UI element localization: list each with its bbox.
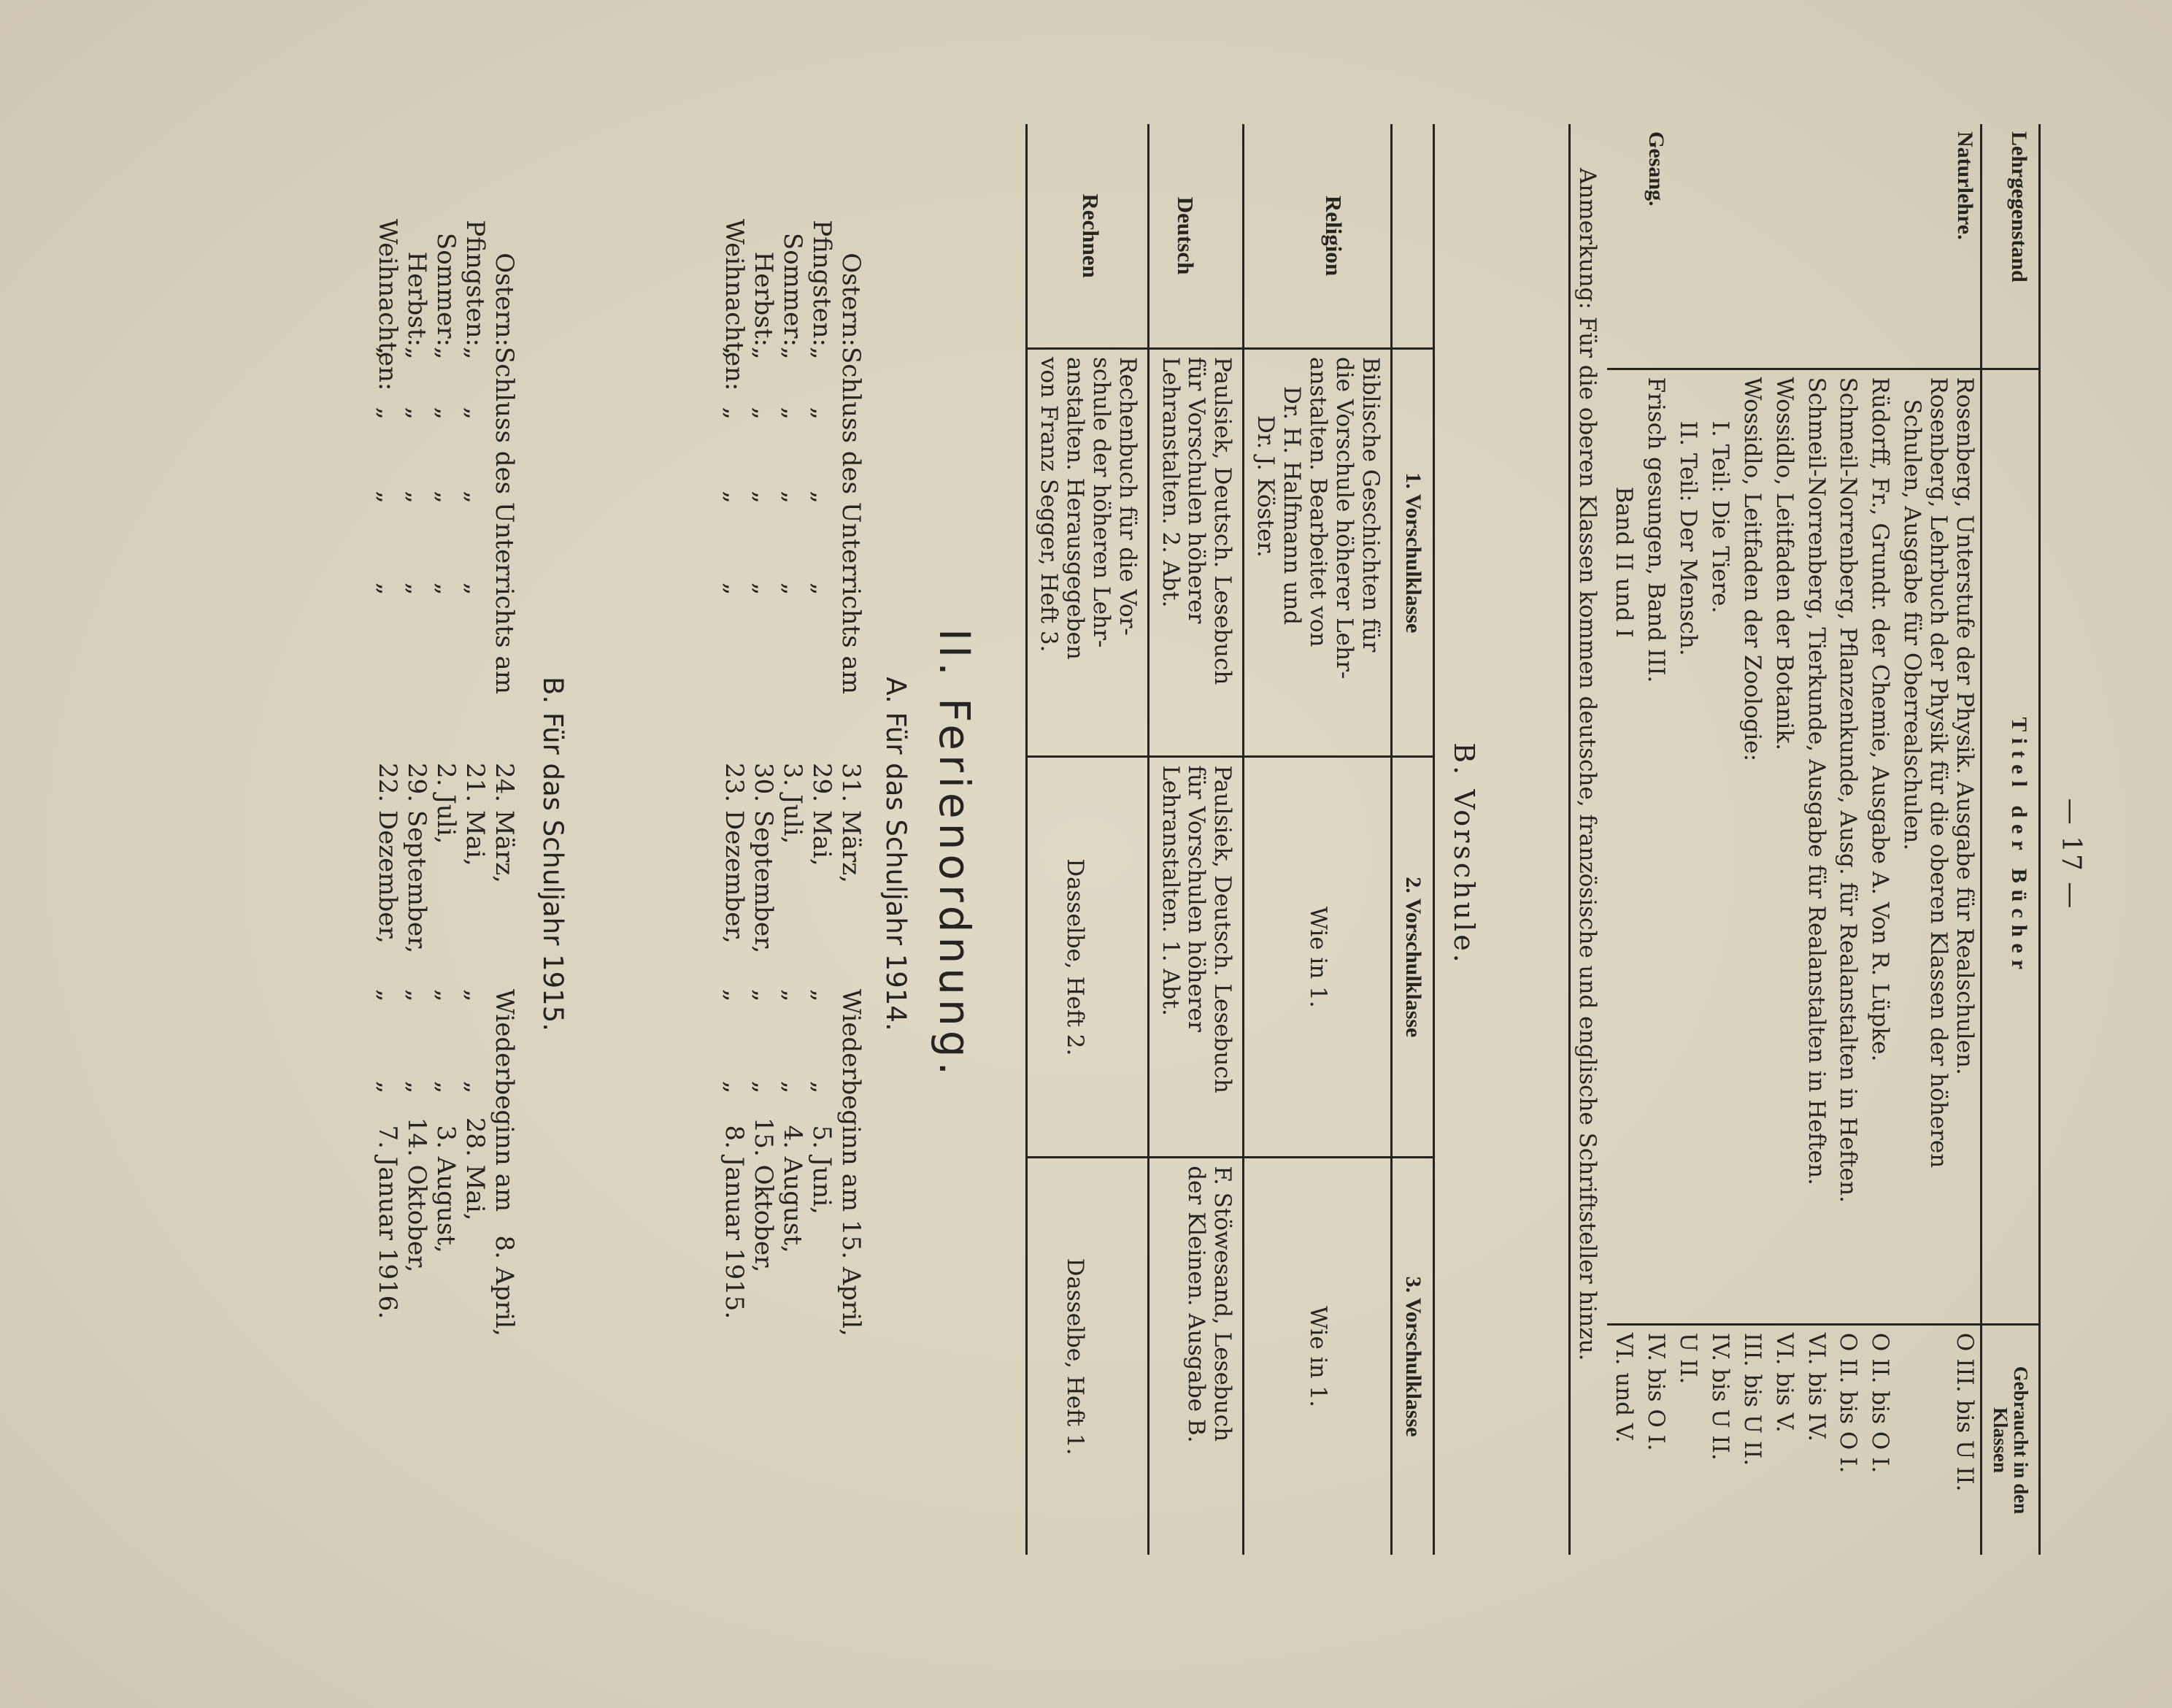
vorschule-cell-line: die Vorschule höherer Lehr- <box>1331 357 1358 680</box>
vorschule-subject: Deutsch <box>1148 124 1244 349</box>
textbook-classes: VI. bis IV. <box>1803 1332 1830 1442</box>
vorschule-cell-line: Dr. J. Köster. <box>1252 415 1279 558</box>
ferien-1915-list <box>372 219 519 1533</box>
textbook-subject <box>1800 124 1832 369</box>
textbook-title <box>1607 369 1639 1324</box>
textbook-title <box>1703 369 1736 1324</box>
ferien-wiederbeginn: „ „ 8. Januar 1915. <box>719 989 749 1320</box>
ferien-end-date: 29. September, <box>401 763 431 954</box>
ferien-schluss: „ „ „ „ <box>748 347 778 596</box>
vorschule-header-subject <box>1392 124 1434 349</box>
textbook-title-line: II. Teil: Der Mensch. <box>1674 420 1701 656</box>
ferien-season: Pfingsten: <box>460 220 490 347</box>
textbook-classes: IV. bis O I. <box>1642 1332 1669 1451</box>
vorschule-cell-line <box>1330 1166 1357 1547</box>
vorschule-title: B. Vorschule. <box>1448 742 1480 966</box>
textbook-classes: O II. bis O I. <box>1867 1332 1894 1474</box>
ferien-end-date: 22. Dezember, <box>372 763 402 944</box>
textbook-title-line: Rosenberg, Unterstufe der Physik. Ausgabe für Realschulen. <box>1952 377 1979 1075</box>
vorschule-cell-line <box>1114 1166 1140 1547</box>
vorschule-cell-line: Biblische Geschichten für <box>1358 357 1385 653</box>
textbook-row <box>1800 124 1832 1555</box>
ferien-row <box>372 219 401 1533</box>
textbook-subject <box>1864 124 1896 369</box>
vorschule-cell-line: Dasselbe, Heft 2. <box>1061 858 1088 1056</box>
textbook-classes: O II. bis O I. <box>1835 1332 1862 1474</box>
vorschule-cell-c3 <box>1244 1158 1392 1555</box>
ferien-end-date: 24. März, <box>490 763 519 883</box>
vorschule-cell-line <box>1087 765 1114 1149</box>
vorschule-cell-c3 <box>1148 1158 1244 1555</box>
ferien-schluss: „ „ „ „ <box>372 347 402 596</box>
vorschule-cell-line <box>1330 765 1357 1149</box>
ferien-row <box>402 219 431 1533</box>
page-number: — 17 — <box>2056 798 2086 910</box>
textbook-title <box>1639 369 1671 1324</box>
vorschule-cell-line: Wie in 1. <box>1305 906 1332 1008</box>
anmerkung-row <box>1569 124 1606 1555</box>
vorschule-cell-line <box>1114 765 1140 1149</box>
textbook-title <box>1736 369 1768 1324</box>
ferien-season: Herbst: <box>401 251 431 347</box>
vorschule-row <box>1148 124 1244 1555</box>
textbook-title <box>1800 369 1832 1324</box>
vorschule-cell-c2 <box>1148 757 1244 1158</box>
ferien-row <box>490 219 519 1533</box>
ferien-row <box>836 219 866 1533</box>
vorschule-cell-c3 <box>1026 1158 1148 1555</box>
ferien-row <box>431 219 461 1533</box>
ferien-wiederbeginn: „ „ 3. August, <box>431 989 461 1253</box>
vorschule-cell-line <box>1087 1166 1114 1547</box>
textbook-subject: Gesang. <box>1644 131 1668 207</box>
ferien-wiederbeginn: „ „ 5. Juni, <box>806 989 836 1215</box>
textbook-subject: Naturlehre. <box>1953 131 1978 240</box>
textbook-table-header <box>1982 124 2040 1555</box>
textbook-subject <box>1736 124 1768 369</box>
textbook-title-line: Wossidlo, Leitfaden der Zoologie: <box>1738 377 1765 762</box>
vorschule-cell-line: Lehranstalten. 1. Abt. <box>1157 765 1184 1016</box>
anmerkung-note: Anmerkung: Für die oberen Klassen kommen deutsche, französische und englische Schriftsteller hinzu. <box>1569 124 1606 1555</box>
vorschule-cell-c1 <box>1244 349 1392 757</box>
textbook-title <box>1671 369 1703 1324</box>
vorschule-subject: Religion <box>1244 124 1392 349</box>
header-classes: Gebraucht in den Klassen <box>1982 1324 2040 1555</box>
ferien-wiederbeginn: „ „ 7. Januar 1916. <box>372 989 402 1320</box>
ferien-1914-list <box>719 219 866 1533</box>
textbook-subject <box>1832 124 1864 369</box>
vorschule-table <box>1025 124 1435 1555</box>
ferien-1915-title: B. Für das Schuljahr 1915. <box>537 676 569 1032</box>
ferien-season: Sommer: <box>431 232 461 347</box>
ferien-schluss: „ „ „ „ <box>431 347 461 596</box>
vorschule-cell-line: Paulsiek, Deutsch. Lesebuch <box>1209 357 1236 685</box>
ferien-schluss: „ „ „ „ <box>719 347 749 596</box>
textbook-title-line: I. Teil: Die Tiere. <box>1706 420 1733 614</box>
textbook-table <box>1568 124 2041 1555</box>
textbook-classes: VI. und V. <box>1610 1332 1637 1443</box>
textbook-subject <box>1768 124 1800 369</box>
ferien-end-date: 3. Juli, <box>777 763 807 845</box>
ferien-end-date: 21. Mai, <box>460 763 490 866</box>
vorschule-cell-line <box>1357 765 1383 1149</box>
vorschule-cell-line: Wie in 1. <box>1305 1306 1332 1407</box>
textbook-row <box>1768 124 1800 1555</box>
vorschule-cell-line: für Vorschulen höherer <box>1183 765 1210 1032</box>
ferien-end-date: 23. Dezember, <box>719 763 749 944</box>
ferien-row <box>719 219 748 1533</box>
ferien-row <box>807 219 836 1533</box>
vorschule-cell-line: Lehranstalten. 2. Abt. <box>1157 357 1184 608</box>
textbook-row <box>1864 124 1896 1555</box>
ferien-wiederbeginn: Wiederbeginn am 8. April, <box>490 989 519 1336</box>
textbook-title <box>1895 369 1981 1324</box>
textbook-classes: IV. bis U II. <box>1706 1332 1733 1461</box>
vorschule-subject: Rechnen <box>1026 124 1148 349</box>
textbook-row <box>1832 124 1864 1555</box>
vorschule-header-3: 3. Vorschulklasse <box>1392 1158 1434 1555</box>
textbook-subject <box>1607 124 1639 369</box>
textbook-row <box>1671 124 1703 1555</box>
ferien-season: Weihnachten: <box>372 219 402 391</box>
header-subject: Lehrgegenstand <box>1982 124 2040 369</box>
vorschule-cell-line: Paulsiek, Deutsch. Lesebuch <box>1209 765 1236 1093</box>
textbook-subject <box>1671 124 1703 369</box>
textbook-row <box>1607 124 1639 1555</box>
vorschule-cell-c2 <box>1026 757 1148 1158</box>
textbook-title-line: Wossidlo, Leitfaden der Botanik. <box>1771 377 1798 750</box>
vorschule-table-body <box>1026 124 1391 1555</box>
ferien-season: Ostern: <box>836 253 866 347</box>
ferien-end-date: 30. September, <box>748 763 778 954</box>
ferien-schluss: „ „ „ „ <box>401 347 431 596</box>
vorschule-cell-line: anstalten. Herausgegeben <box>1061 357 1088 660</box>
vorschule-cell-line <box>1357 1166 1383 1547</box>
textbook-classes: III. bis U II. <box>1738 1332 1765 1466</box>
ferien-schluss: „ „ „ „ <box>806 347 836 596</box>
textbook-title <box>1832 369 1864 1324</box>
textbook-title <box>1768 369 1800 1324</box>
ferien-row <box>749 219 778 1533</box>
vorschule-row <box>1026 124 1148 1555</box>
ferien-1914-title: A. Für das Schuljahr 1914. <box>880 677 912 1031</box>
ferien-wiederbeginn: „ „ 14. Oktober, <box>401 989 431 1273</box>
vorschule-cell-c2 <box>1244 757 1392 1158</box>
ferien-row <box>461 219 490 1533</box>
textbook-classes: O III. bis U II. <box>1952 1332 1979 1492</box>
vorschule-header-2: 2. Vorschulklasse <box>1392 757 1434 1158</box>
ferien-wiederbeginn: „ „ 15. Oktober, <box>748 989 778 1273</box>
textbook-row <box>1703 124 1736 1555</box>
textbook-title-line: Frisch gesungen, Band III. <box>1642 377 1669 683</box>
vorschule-cell-c1 <box>1026 349 1148 757</box>
ferien-wiederbeginn: „ „ 28. Mai, <box>460 989 490 1221</box>
vorschule-cell-line: Dr. H. Halfmann und <box>1279 386 1306 626</box>
textbook-title-line: Band II und I <box>1610 486 1637 638</box>
textbook-classes: VI. bis V. <box>1771 1332 1798 1433</box>
ferien-schluss: „ „ „ „ <box>460 347 490 596</box>
textbook-title-line: Rüdorff, Fr., Grundr. der Chemie, Ausgabe A. Von R. Lüpke. <box>1867 377 1894 1062</box>
vorschule-cell-line: anstalten. Bearbeitet von <box>1305 357 1332 647</box>
ferien-row <box>778 219 807 1533</box>
ferienordnung-title: II. Ferienordnung. <box>930 628 979 1080</box>
ferien-schluss: Schluss des Unterrichts am <box>836 347 866 694</box>
vorschule-cell-line: schule der höheren Lehr- <box>1087 357 1114 648</box>
vorschule-header-1: 1. Vorschulklasse <box>1392 349 1434 757</box>
vorschule-cell-line: der Kleinen. Ausgabe B. <box>1183 1166 1210 1443</box>
vorschule-cell-line: Rechenbuch für die Vor- <box>1114 357 1141 636</box>
textbook-title-line: Schmeil-Norrenberg, Tierkunde, Ausgabe für Realanstalten in Heften. <box>1803 377 1830 1185</box>
textbook-title <box>1864 369 1896 1324</box>
ferien-end-date: 31. März, <box>836 763 866 883</box>
vorschule-row <box>1244 124 1392 1555</box>
textbook-title-line: Schmeil-Norrenberg, Pflanzenkunde, Ausg. für Realanstalten in Heften. <box>1835 377 1862 1203</box>
textbook-table-body <box>1569 124 1981 1555</box>
textbook-classes: U II. <box>1674 1332 1701 1385</box>
textbook-title-line: Rosenberg, Lehrbuch der Physik für die oberen Klassen der höheren <box>1925 377 1952 1169</box>
vorschule-cell-line: Dasselbe, Heft 1. <box>1061 1258 1088 1455</box>
ferien-season: Ostern: <box>490 253 519 347</box>
ferien-schluss: „ „ „ „ <box>777 347 807 596</box>
textbook-title-line: Schulen, Ausgabe für Oberrealschulen. <box>1899 399 1926 851</box>
ferien-season: Weihnachten: <box>719 219 749 391</box>
textbook-row <box>1639 124 1671 1555</box>
vorschule-cell-line: F. Stöwesand, Lesebuch <box>1209 1166 1236 1442</box>
ferien-end-date: 29. Mai, <box>806 763 836 866</box>
vorschule-table-header <box>1392 124 1434 1555</box>
ferien-wiederbeginn: Wiederbeginn am 15. April, <box>836 989 866 1336</box>
textbook-row <box>1895 124 1981 1555</box>
ferien-schluss: Schluss des Unterrichts am <box>490 347 519 694</box>
ferien-season: Pfingsten: <box>806 220 836 347</box>
textbook-row <box>1736 124 1768 1555</box>
ferien-season: Herbst: <box>748 251 778 347</box>
vorschule-cell-line: von Franz Segger, Heft 3. <box>1035 357 1062 653</box>
ferien-wiederbeginn: „ „ 4. August, <box>777 989 807 1253</box>
header-titles: Titel der Bücher <box>1982 369 2040 1324</box>
vorschule-cell-line: für Vorschulen höherer <box>1183 357 1210 624</box>
textbook-subject <box>1703 124 1736 369</box>
ferien-end-date: 2. Juli, <box>431 763 461 845</box>
ferien-season: Sommer: <box>777 232 807 347</box>
vorschule-cell-c1 <box>1148 349 1244 757</box>
